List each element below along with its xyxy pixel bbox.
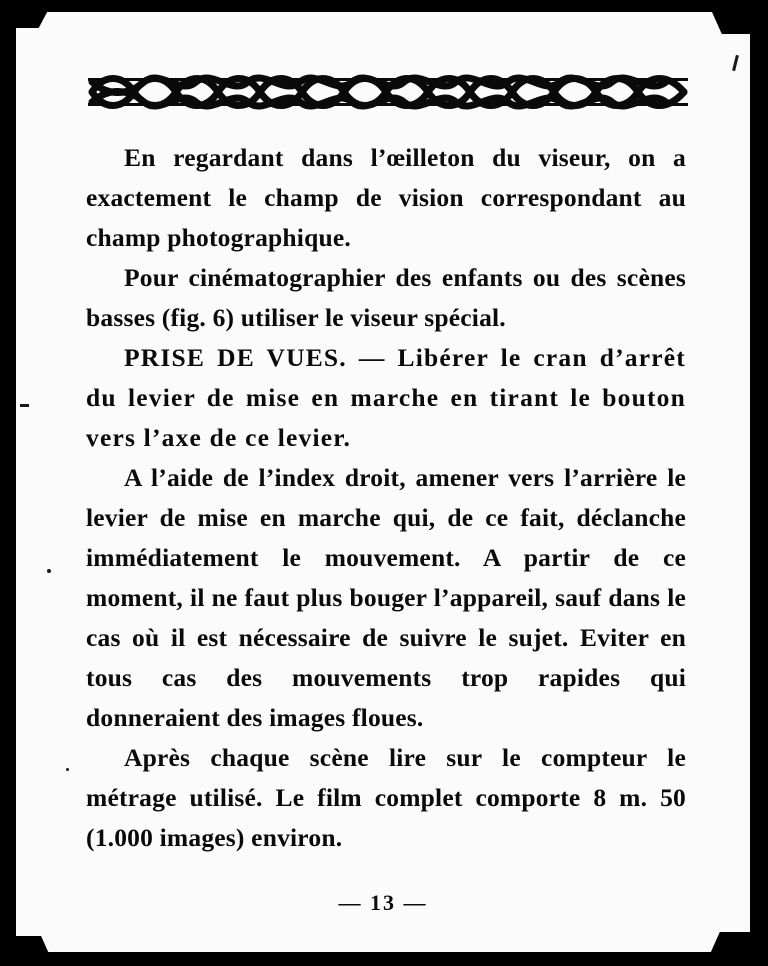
scan-artifact-speck (20, 404, 29, 407)
paragraph: Après chaque scène lire sur le compteur le métrage utilisé. Le film complet comporte 8 m. 50 (1.000 images) environ. (86, 743, 686, 852)
body-text (86, 138, 686, 858)
page-number: — 13 — (338, 890, 428, 915)
scan-artifact-speck (47, 569, 51, 573)
braided-rule-ornament (88, 70, 688, 114)
paragraph: PRISE DE VUES. — Libérer le cran d’arrêt du levier de mise en marche en tirant le bouton vers l’axe de ce levier. (86, 343, 686, 452)
paragraph: Pour cinématographier des enfants ou des scènes basses (fig. 6) utiliser le viseur spécial. (86, 263, 686, 332)
paragraph: En regardant dans l’œilleton du viseur, on a exactement le champ de vision correspondant au champ photographique. (86, 143, 686, 252)
page-content (14, 10, 752, 956)
scan-artifact-speck (66, 768, 69, 771)
paper-area (14, 10, 752, 956)
scan-border-left (0, 0, 16, 966)
scan-border-right (750, 0, 768, 966)
paragraph: A l’aide de l’index droit, amener vers l’arrière le levier de mise en marche qui, de ce fait, déclanche immédiatement le mouvement. A partir de ce moment, il ne faut plus bouger l’appareil, sauf dans le cas où il est nécessaire de suivre le sujet. Eviter en tous cas des mouvements trop rapides qui donneraient des images floues. (86, 463, 686, 732)
scan-border-bottom (0, 952, 768, 966)
scan-border-top (0, 0, 768, 12)
